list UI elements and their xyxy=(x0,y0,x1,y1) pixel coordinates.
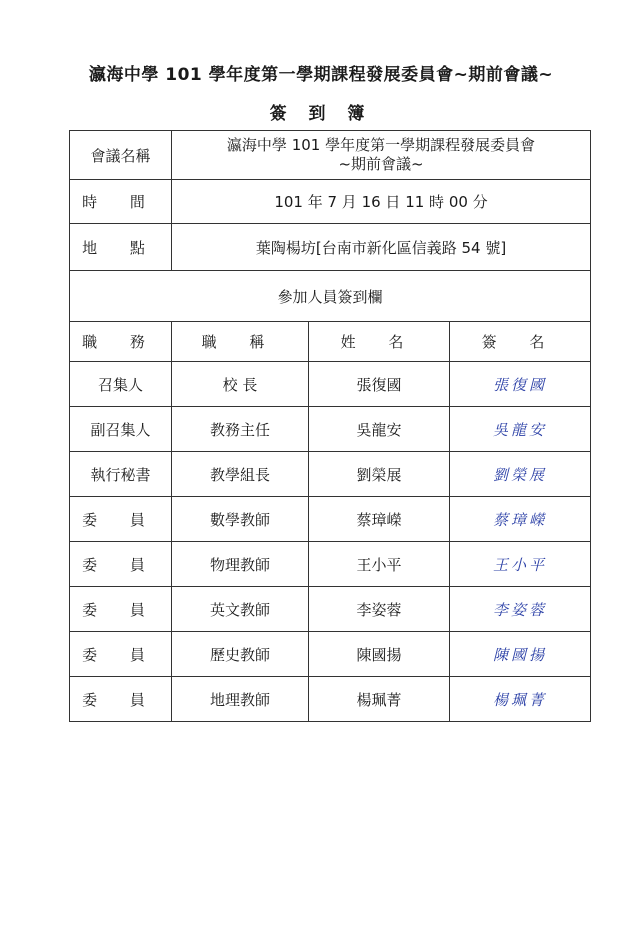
meeting-time-row xyxy=(70,180,591,224)
name-cell: 蔡璋嶸 xyxy=(309,497,450,542)
sign-in-table xyxy=(69,130,591,722)
meeting-time-label: 時 間 xyxy=(70,180,172,224)
column-header-role: 職 務 xyxy=(70,322,172,362)
title-cell: 教學組長 xyxy=(172,452,309,497)
signature-cell: 劉榮展 xyxy=(450,452,591,497)
signature-cell: 陳國揚 xyxy=(450,632,591,677)
title-cell: 歷史教師 xyxy=(172,632,309,677)
table-row xyxy=(70,677,591,722)
column-header-title: 職 稱 xyxy=(172,322,309,362)
signature-cell: 蔡璋嶸 xyxy=(450,497,591,542)
role-cell: 委 員 xyxy=(70,632,172,677)
meeting-name-line1: 瀛海中學 101 學年度第一學期課程發展委員會 xyxy=(226,136,536,154)
meeting-place-value: 葉陶楊坊[台南市新化區信義路 54 號] xyxy=(172,224,591,271)
name-cell: 劉榮展 xyxy=(309,452,450,497)
role-cell: 委 員 xyxy=(70,677,172,722)
table-row xyxy=(70,497,591,542)
name-cell: 張復國 xyxy=(309,362,450,407)
meeting-name-label: 會議名稱 xyxy=(70,131,172,180)
table-row xyxy=(70,407,591,452)
role-cell: 召集人 xyxy=(70,362,172,407)
table-row xyxy=(70,452,591,497)
signature-cell: 李姿蓉 xyxy=(450,587,591,632)
title-cell: 地理教師 xyxy=(172,677,309,722)
section-title-row xyxy=(70,271,591,322)
signature-cell: 楊珮菁 xyxy=(450,677,591,722)
table-row xyxy=(70,632,591,677)
name-cell: 王小平 xyxy=(309,542,450,587)
column-header-row xyxy=(70,322,591,362)
title-cell: 教務主任 xyxy=(172,407,309,452)
meeting-place-label: 地 點 xyxy=(70,224,172,271)
table-row xyxy=(70,362,591,407)
signature-cell: 王小平 xyxy=(450,542,591,587)
column-header-signature: 簽 名 xyxy=(450,322,591,362)
section-title: 參加人員簽到欄 xyxy=(70,271,591,322)
role-cell: 委 員 xyxy=(70,542,172,587)
name-cell: 吳龍安 xyxy=(309,407,450,452)
document-title: 瀛海中學 101 學年度第一學期課程發展委員會~期前會議~ xyxy=(88,65,554,85)
role-cell: 委 員 xyxy=(70,587,172,632)
role-cell: 副召集人 xyxy=(70,407,172,452)
name-cell: 陳國揚 xyxy=(309,632,450,677)
title-cell: 物理教師 xyxy=(172,542,309,587)
column-header-name: 姓 名 xyxy=(309,322,450,362)
meeting-place-row xyxy=(70,224,591,271)
meeting-name-row xyxy=(70,131,591,180)
table-row xyxy=(70,587,591,632)
name-cell: 李姿蓉 xyxy=(309,587,450,632)
meeting-name-value xyxy=(172,131,591,180)
signature-cell: 張復國 xyxy=(450,362,591,407)
role-cell: 委 員 xyxy=(70,497,172,542)
meeting-name-line2: ~期前會議~ xyxy=(338,155,424,173)
meeting-time-value: 101 年 7 月 16 日 11 時 00 分 xyxy=(172,180,591,224)
name-cell: 楊珮菁 xyxy=(309,677,450,722)
signature-cell: 吳龍安 xyxy=(450,407,591,452)
document-subtitle: 簽 到 簿 xyxy=(269,104,373,124)
role-cell: 執行秘書 xyxy=(70,452,172,497)
title-cell: 校 長 xyxy=(172,362,309,407)
title-cell: 數學教師 xyxy=(172,497,309,542)
title-cell: 英文教師 xyxy=(172,587,309,632)
table-row xyxy=(70,542,591,587)
